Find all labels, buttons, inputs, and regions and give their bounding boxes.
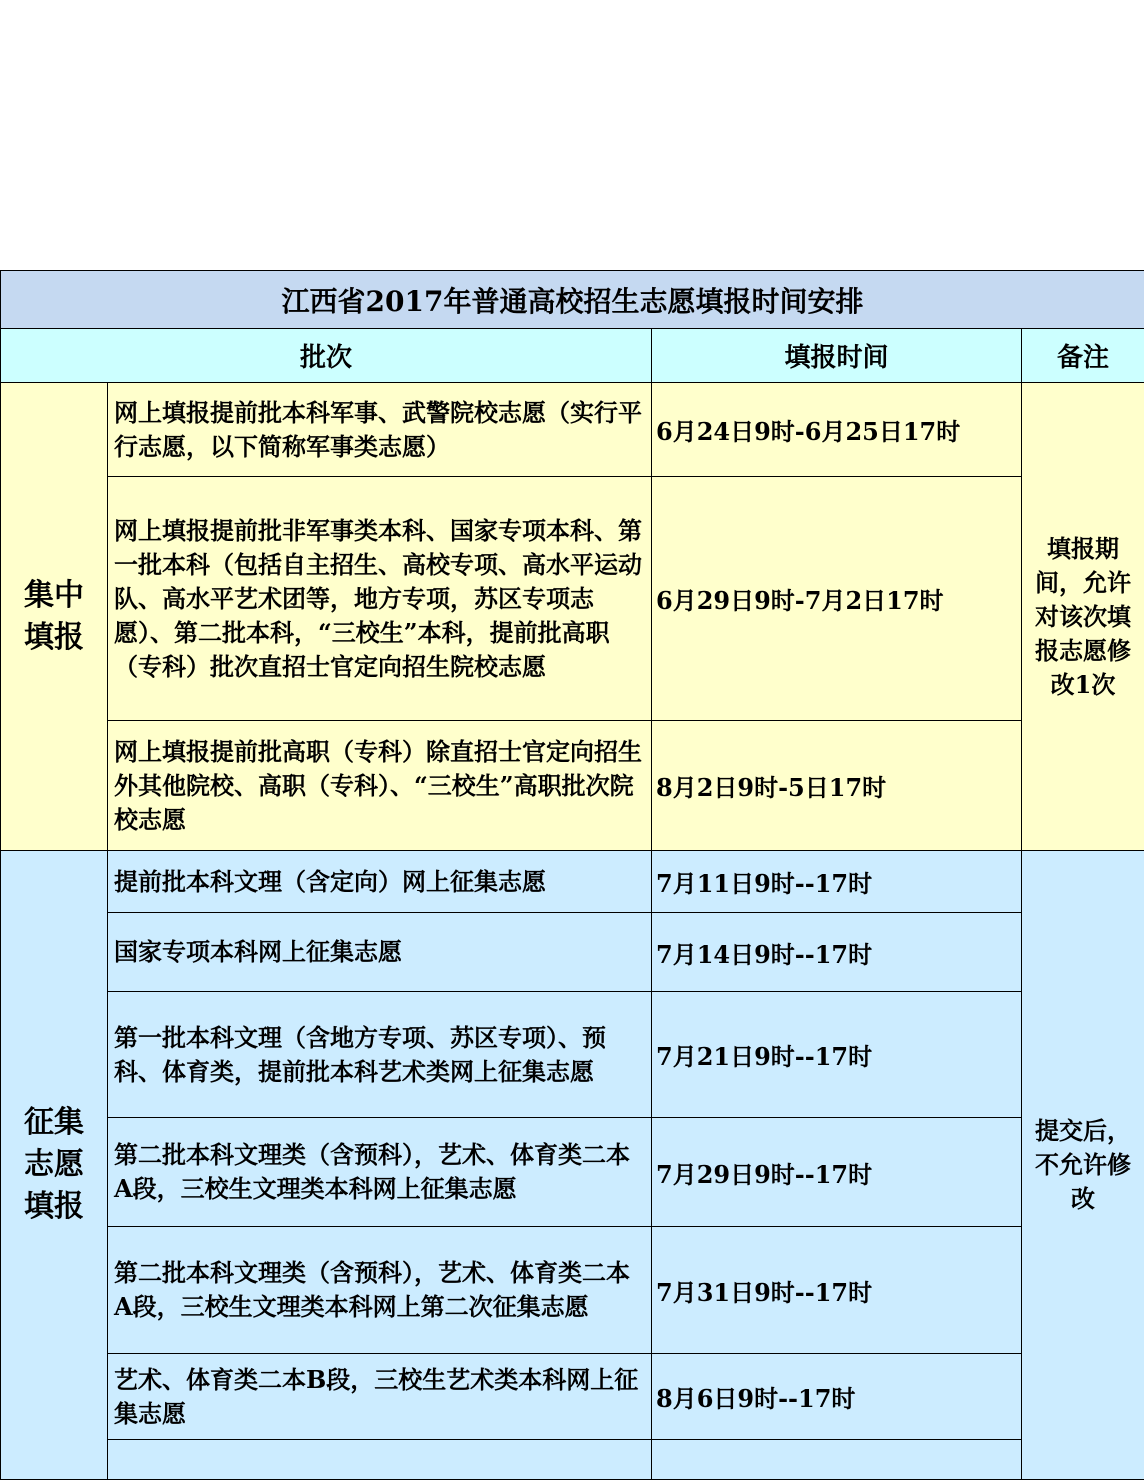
fill-time: 7月29日9时--17时 xyxy=(652,1118,1022,1227)
fill-time: 7月31日9时--17时 xyxy=(652,1227,1022,1354)
header-batch: 批次 xyxy=(1,329,652,383)
group-label-centralized: 集中填报 xyxy=(1,383,108,851)
header-time: 填报时间 xyxy=(652,329,1022,383)
batch-description: 网上填报提前批本科军事、武警院校志愿（实行平行志愿，以下简称军事类志愿） xyxy=(108,383,652,477)
schedule-sheet xyxy=(0,270,1144,1480)
batch-description: 艺术、体育类二本B段，三校生艺术类本科网上征集志愿 xyxy=(108,1354,652,1440)
table-title: 江西省2017年普通高校招生志愿填报时间安排 xyxy=(1,271,1144,329)
batch-description: 国家专项本科网上征集志愿 xyxy=(108,913,652,992)
batch-description: 第二批本科文理类（含预科），艺术、体育类二本A段，三校生文理类本科网上征集志愿 xyxy=(108,1118,652,1227)
batch-description: 提前批本科文理（含定向）网上征集志愿 xyxy=(108,851,652,913)
batch-description: 网上填报提前批非军事类本科、国家专项本科、第一批本科（包括自主招生、高校专项、高水平运动队、高水平艺术团等，地方专项，苏区专项志愿）、第二批本科，“三校生”本科，提前批高职（专科）批次直招士官定向招生院校志愿 xyxy=(108,477,652,721)
fill-time: 7月21日9时--17时 xyxy=(652,992,1022,1118)
fill-time: 6月29日9时-7月2日17时 xyxy=(652,477,1022,721)
group-note-collection: 提交后，不允许修改 xyxy=(1022,851,1144,1480)
fill-time: 6月24日9时-6月25日17时 xyxy=(652,383,1022,477)
batch-description: 第二批本科文理类（含预科），艺术、体育类二本A段，三校生文理类本科网上第二次征集志愿 xyxy=(108,1227,652,1354)
header-note: 备注 xyxy=(1022,329,1144,383)
fill-time: 8月6日9时--17时 xyxy=(652,1354,1022,1440)
fill-time: 8月2日9时-5日17时 xyxy=(652,721,1022,851)
batch-description: 网上填报提前批高职（专科）除直招士官定向招生外其他院校、高职（专科）、“三校生”高职批次院校志愿 xyxy=(108,721,652,851)
group-label-collection: 征集志愿填报 xyxy=(1,851,108,1480)
fill-time: 7月14日9时--17时 xyxy=(652,913,1022,992)
fill-time: 7月11日9时--17时 xyxy=(652,851,1022,913)
batch-description: 第一批本科文理（含地方专项、苏区专项）、预科、体育类，提前批本科艺术类网上征集志愿 xyxy=(108,992,652,1118)
group-note-centralized: 填报期间，允许对该次填报志愿修改1次 xyxy=(1022,383,1144,851)
schedule-table xyxy=(0,270,1144,1480)
